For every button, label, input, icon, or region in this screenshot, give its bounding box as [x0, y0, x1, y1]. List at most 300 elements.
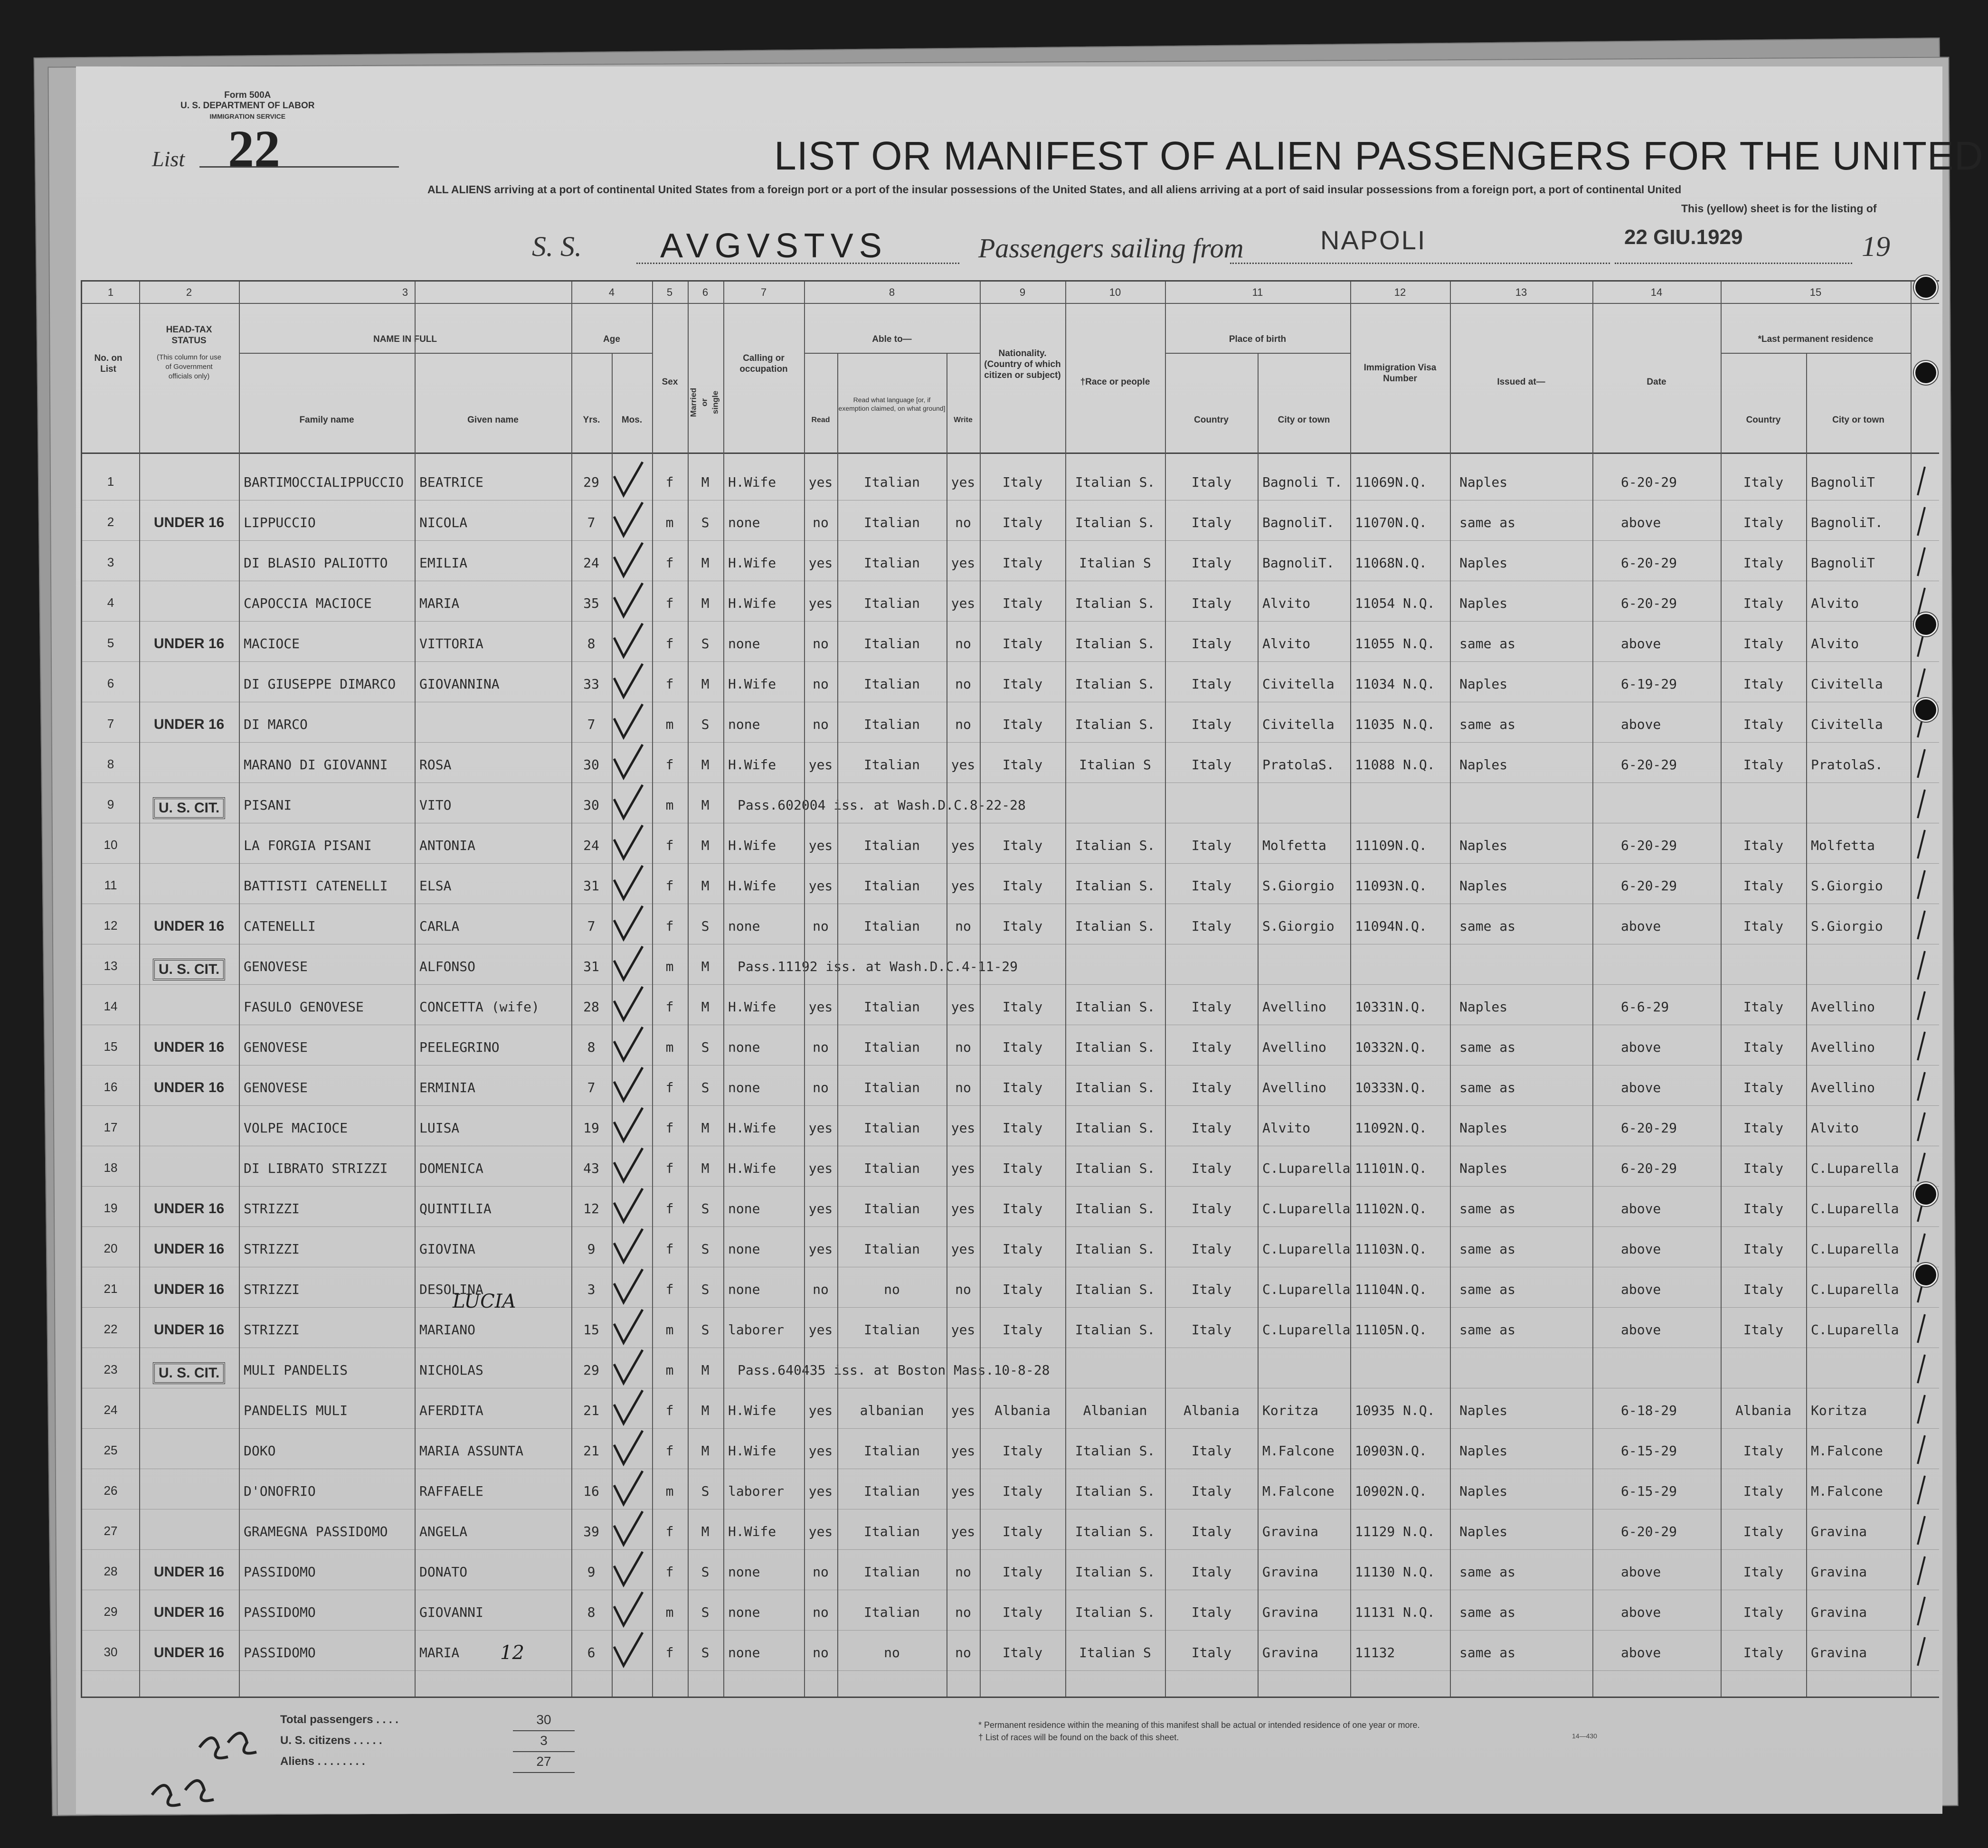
given-name: MARIANO	[419, 1322, 476, 1338]
marital-status: S	[701, 1282, 710, 1297]
sex: f	[665, 1524, 674, 1539]
can-read: yes	[808, 474, 833, 490]
visa-number: 11104N.Q.	[1355, 1282, 1427, 1297]
handwritten-number: 12	[500, 1642, 524, 1664]
column-number: 8	[889, 286, 895, 298]
row-number: 11	[104, 878, 117, 892]
marital-status: M	[701, 1443, 710, 1459]
sex: f	[665, 474, 674, 490]
binder-hole	[1914, 1182, 1938, 1206]
footnote-races: † List of races will be found on the back of this sheet.	[978, 1733, 1179, 1742]
race: Italian S.	[1075, 1120, 1155, 1136]
nationality: Italy	[1002, 1120, 1043, 1136]
birth-country: Italy	[1191, 1483, 1232, 1499]
column-rule	[1450, 282, 1451, 1697]
given-name: ANTONIA	[419, 838, 476, 853]
occupation: none	[728, 918, 760, 934]
issue-date: 6-18-29	[1621, 1403, 1677, 1418]
sex: m	[665, 717, 674, 732]
header-read-language: Read what language [or, if exemption claimed, on what ground]	[838, 396, 946, 412]
can-read: yes	[808, 757, 833, 773]
issued-at: same as	[1459, 1241, 1516, 1257]
header-res-country: Country	[1746, 415, 1781, 425]
nationality: Italy	[1002, 999, 1043, 1015]
sex: f	[665, 757, 674, 773]
family-name: VOLPE MACIOCE	[244, 1120, 348, 1136]
birth-city: C.Luparella	[1262, 1282, 1351, 1297]
residence-country: Italy	[1743, 717, 1784, 732]
residence-country: Italy	[1743, 515, 1784, 530]
birth-country: Italy	[1191, 1080, 1232, 1095]
column-rule	[239, 282, 240, 1697]
can-write: yes	[951, 595, 975, 611]
visa-number: 10333N.Q.	[1355, 1080, 1427, 1095]
can-write: yes	[951, 999, 975, 1015]
header-no-on-list: No. on List	[94, 353, 123, 374]
residence-country: Italy	[1743, 918, 1784, 934]
read-language: Italian	[863, 1039, 920, 1055]
sex: f	[665, 636, 674, 651]
race: Italian S.	[1075, 1443, 1155, 1459]
residence-city: Civitella	[1811, 717, 1883, 732]
residence-country: Italy	[1743, 555, 1784, 571]
given-name: NICHOLAS	[419, 1362, 483, 1378]
marital-status: M	[701, 474, 710, 490]
can-read: yes	[808, 838, 833, 853]
issue-date: 6-20-29	[1621, 474, 1677, 490]
sex: f	[665, 1645, 674, 1660]
visa-number: 11103N.Q.	[1355, 1241, 1427, 1257]
occupation: none	[728, 1282, 760, 1297]
can-write: yes	[951, 1241, 975, 1257]
visa-number: 11102N.Q.	[1355, 1201, 1427, 1216]
column-rule	[804, 282, 805, 1697]
can-read: no	[813, 717, 829, 732]
family-name: STRIZZI	[244, 1322, 300, 1338]
residence-city: Alvito	[1811, 1120, 1859, 1136]
row-number: 3	[107, 555, 114, 569]
sex: f	[665, 918, 674, 934]
birth-country: Italy	[1191, 595, 1232, 611]
issued-at: same as	[1459, 1080, 1516, 1095]
table-row	[82, 583, 1939, 622]
marital-status: S	[701, 1080, 710, 1095]
header-mos: Mos.	[621, 415, 643, 425]
age-years: 31	[583, 878, 599, 894]
can-read: yes	[808, 595, 833, 611]
issue-date: 6-15-29	[1621, 1443, 1677, 1459]
visa-number: 11132	[1355, 1645, 1395, 1660]
issued-at: same as	[1459, 918, 1516, 934]
issue-date: 6-6-29	[1621, 999, 1669, 1015]
occupation: none	[728, 1201, 760, 1216]
residence-country: Italy	[1743, 878, 1784, 894]
birth-city: Civitella	[1262, 717, 1335, 732]
occupation: H.Wife	[728, 1403, 776, 1418]
occupation: none	[728, 1645, 760, 1660]
visa-number: 11131 N.Q.	[1355, 1604, 1435, 1620]
can-write: yes	[951, 1322, 975, 1338]
can-read: no	[813, 1645, 829, 1660]
birth-city: M.Falcone	[1262, 1443, 1335, 1459]
read-language: Italian	[863, 717, 920, 732]
table-row	[82, 946, 1939, 985]
birth-city: Gravina	[1262, 1524, 1319, 1539]
header-visa: Immigration Visa Number	[1363, 363, 1437, 384]
marital-status: M	[701, 757, 710, 773]
birth-city: Gravina	[1262, 1645, 1319, 1660]
residence-country: Italy	[1743, 1645, 1784, 1660]
passport-note: Pass.640435 iss. at Boston Mass.10-8-28	[738, 1362, 1050, 1378]
nationality: Italy	[1002, 1080, 1043, 1095]
header-family-name: Family name	[299, 415, 354, 425]
residence-country: Italy	[1743, 1080, 1784, 1095]
age-years: 8	[587, 1604, 596, 1620]
read-language: Italian	[863, 595, 920, 611]
race: Italian S.	[1075, 474, 1155, 490]
sex: f	[665, 999, 674, 1015]
birth-city: Koritza	[1262, 1403, 1319, 1418]
can-write: yes	[951, 1120, 975, 1136]
issue-date: above	[1621, 636, 1661, 651]
occupation: none	[728, 636, 760, 651]
column-number: 11	[1252, 286, 1263, 298]
marital-status: M	[701, 1403, 710, 1418]
can-write: no	[955, 1282, 971, 1297]
column-rule	[1065, 282, 1066, 1697]
birth-country: Italy	[1191, 999, 1232, 1015]
head-tax-status: U. S. CIT.	[153, 959, 225, 981]
row-number: 24	[104, 1403, 118, 1417]
marital-status: S	[701, 1483, 710, 1499]
birth-city: M.Falcone	[1262, 1483, 1335, 1499]
can-write: yes	[951, 1160, 975, 1176]
given-name: GIOVANNINA	[419, 676, 500, 692]
table-row	[82, 543, 1939, 581]
residence-city: BagnoliT	[1811, 474, 1875, 490]
header-calling: Calling or occupation	[739, 353, 788, 374]
read-language: Italian	[863, 1524, 920, 1539]
table-row	[82, 1188, 1939, 1227]
issue-date: above	[1621, 1282, 1661, 1297]
issue-date: 6-20-29	[1621, 757, 1677, 773]
visa-number: 11129 N.Q.	[1355, 1524, 1435, 1539]
can-write: yes	[951, 878, 975, 894]
table-row	[82, 1511, 1939, 1550]
can-read: no	[813, 1564, 829, 1580]
given-name: DONATO	[419, 1564, 468, 1580]
given-name: MARIA ASSUNTA	[419, 1443, 524, 1459]
can-write: no	[955, 1039, 971, 1055]
birth-city: Alvito	[1262, 1120, 1311, 1136]
occupation: H.Wife	[728, 595, 776, 611]
race: Italian S.	[1075, 878, 1155, 894]
departure-port: NAPOLI	[1320, 225, 1427, 255]
residence-city: Civitella	[1811, 676, 1883, 692]
issue-date: 6-20-29	[1621, 838, 1677, 853]
marital-status: M	[701, 1524, 710, 1539]
visa-number: 10331N.Q.	[1355, 999, 1427, 1015]
nationality: Italy	[1002, 1564, 1043, 1580]
marital-status: S	[701, 1241, 710, 1257]
column-number: 7	[760, 286, 767, 298]
race: Italian S.	[1075, 515, 1155, 530]
issued-at: same as	[1459, 1645, 1516, 1660]
given-name: VITTORIA	[419, 636, 483, 651]
race: Italian S.	[1075, 918, 1155, 934]
residence-country: Italy	[1743, 1322, 1784, 1338]
birth-city: BagnoliT.	[1262, 515, 1335, 530]
nationality: Italy	[1002, 1241, 1043, 1257]
nationality: Italy	[1002, 1282, 1043, 1297]
race: Italian S	[1079, 555, 1151, 571]
total-passengers-value: 30	[513, 1709, 575, 1731]
can-write: yes	[951, 1443, 975, 1459]
sex: m	[665, 1604, 674, 1620]
sex: f	[665, 1080, 674, 1095]
can-read: yes	[808, 1201, 833, 1216]
given-name: ALFONSO	[419, 959, 476, 974]
can-read: no	[813, 1282, 829, 1297]
read-language: Italian	[863, 1604, 920, 1620]
column-rule	[1721, 282, 1722, 1697]
residence-city: Avellino	[1811, 999, 1875, 1015]
residence-country: Italy	[1743, 1201, 1784, 1216]
birth-city: C.Luparella	[1262, 1322, 1351, 1338]
nationality: Italy	[1002, 1039, 1043, 1055]
row-number: 17	[104, 1120, 118, 1134]
race: Italian S.	[1075, 1160, 1155, 1176]
family-name: DI BLASIO PALIOTTO	[244, 555, 388, 571]
column-number: 10	[1109, 286, 1121, 298]
list-number: 22	[228, 120, 280, 178]
column-number: 12	[1394, 286, 1406, 298]
family-name: DOKO	[244, 1443, 276, 1459]
residence-city: C.Luparella	[1811, 1282, 1899, 1297]
visa-number: 11092N.Q.	[1355, 1120, 1427, 1136]
read-language: Italian	[863, 999, 920, 1015]
read-language: Italian	[863, 1201, 920, 1216]
sex: f	[665, 595, 674, 611]
row-number: 6	[107, 676, 114, 690]
can-write: no	[955, 1604, 971, 1620]
header-write: Write	[954, 416, 973, 424]
sex: m	[665, 1039, 674, 1055]
race: Albanian	[1083, 1403, 1147, 1418]
table-row	[82, 1350, 1939, 1388]
residence-city: C.Luparella	[1811, 1241, 1899, 1257]
given-name: BEATRICE	[419, 474, 483, 490]
passport-note: Pass.602004 iss. at Wash.D.C.8-22-28	[738, 797, 1026, 813]
residence-city: Alvito	[1811, 595, 1859, 611]
head-tax-status: UNDER 16	[153, 1564, 225, 1580]
table-row	[82, 1471, 1939, 1509]
can-write: no	[955, 1564, 971, 1580]
residence-country: Italy	[1743, 1564, 1784, 1580]
birth-city: PratolaS.	[1262, 757, 1335, 773]
row-number: 22	[104, 1322, 118, 1336]
issue-date: above	[1621, 1604, 1661, 1620]
issued-at: Naples	[1459, 595, 1508, 611]
head-tax-status: UNDER 16	[153, 1039, 225, 1055]
binder-hole	[1914, 698, 1938, 722]
residence-country: Italy	[1743, 1443, 1784, 1459]
age-years: 43	[583, 1160, 599, 1176]
occupation: none	[728, 1039, 760, 1055]
race: Italian S.	[1075, 1604, 1155, 1620]
total-citizens-value: 3	[513, 1730, 575, 1752]
residence-country: Italy	[1743, 636, 1784, 651]
residence-country: Italy	[1743, 1524, 1784, 1539]
nationality: Italy	[1002, 595, 1043, 611]
residence-country: Italy	[1743, 1241, 1784, 1257]
table-row	[82, 1390, 1939, 1429]
column-number: 1	[107, 286, 114, 298]
head-tax-status: UNDER 16	[153, 918, 225, 934]
row-number: 7	[107, 717, 114, 731]
header-birth-country: Country	[1194, 415, 1229, 425]
can-write: no	[955, 676, 971, 692]
sex: f	[665, 1201, 674, 1216]
occupation: H.Wife	[728, 1524, 776, 1539]
issue-date: 6-20-29	[1621, 1524, 1677, 1539]
family-name: MARANO DI GIOVANNI	[244, 757, 388, 773]
head-tax-status: UNDER 16	[153, 1645, 225, 1660]
age-years: 28	[583, 999, 599, 1015]
birth-city: Avellino	[1262, 1039, 1326, 1055]
sex: m	[665, 1362, 674, 1378]
visa-number: 11105N.Q.	[1355, 1322, 1427, 1338]
family-name: GENOVESE	[244, 959, 308, 974]
header-divider	[1721, 353, 1911, 354]
column-number: 9	[1019, 286, 1026, 298]
visa-number: 11068N.Q.	[1355, 555, 1427, 571]
read-language: Italian	[863, 1483, 920, 1499]
read-language: Italian	[863, 555, 920, 571]
header-divider	[239, 353, 571, 354]
age-years: 30	[583, 797, 599, 813]
residence-city: M.Falcone	[1811, 1483, 1883, 1499]
visa-number: 11035 N.Q.	[1355, 717, 1435, 732]
given-name: LUISA	[419, 1120, 460, 1136]
marital-status: M	[701, 1362, 710, 1378]
race: Italian S	[1079, 757, 1151, 773]
issued-at: same as	[1459, 717, 1516, 732]
can-read: yes	[808, 878, 833, 894]
service: IMMIGRATION SERVICE	[209, 113, 286, 120]
issued-at: same as	[1459, 1039, 1516, 1055]
sailing-line	[76, 226, 1942, 268]
given-name: ANGELA	[419, 1524, 468, 1539]
visa-number: 11054 N.Q.	[1355, 595, 1435, 611]
total-aliens-value: 27	[513, 1751, 575, 1773]
head-tax-status: UNDER 16	[153, 636, 225, 651]
issued-at: same as	[1459, 515, 1516, 530]
birth-country: Italy	[1191, 838, 1232, 853]
row-number: 27	[104, 1524, 118, 1538]
header-place-of-birth: Place of birth	[1229, 334, 1287, 344]
column-rule	[723, 282, 724, 1697]
age-years: 7	[587, 717, 596, 732]
marital-status: M	[701, 999, 710, 1015]
row-number: 20	[104, 1241, 118, 1255]
issued-at: Naples	[1459, 1483, 1508, 1499]
issued-at: Naples	[1459, 878, 1508, 894]
sex: f	[665, 1282, 674, 1297]
passport-note: Pass.11192 iss. at Wash.D.C.4-11-29	[738, 959, 1018, 974]
age-years: 24	[583, 838, 599, 853]
birth-country: Italy	[1191, 676, 1232, 692]
marital-status: M	[701, 676, 710, 692]
birth-city: Avellino	[1262, 1080, 1326, 1095]
age-years: 8	[587, 636, 596, 651]
row-number: 15	[104, 1039, 118, 1054]
residence-city: Avellino	[1811, 1080, 1875, 1095]
issue-date: above	[1621, 918, 1661, 934]
visa-number: 11094N.Q.	[1355, 918, 1427, 934]
nationality: Italy	[1002, 636, 1043, 651]
can-write: yes	[951, 1403, 975, 1418]
year-label: 19	[1862, 231, 1890, 262]
family-name: LA FORGIA PISANI	[244, 838, 372, 853]
family-name: LIPPUCCIO	[244, 515, 316, 530]
residence-country: Italy	[1743, 1483, 1784, 1499]
race: Italian S.	[1075, 1080, 1155, 1095]
column-rule	[571, 282, 572, 1697]
read-language: no	[884, 1645, 900, 1660]
birth-country: Italy	[1191, 1160, 1232, 1176]
age-years: 6	[587, 1645, 596, 1660]
family-name: PANDELIS MULI	[244, 1403, 348, 1418]
issue-date: above	[1621, 1564, 1661, 1580]
issue-date: above	[1621, 1201, 1661, 1216]
column-number: 6	[702, 286, 709, 298]
row-number: 16	[104, 1080, 118, 1094]
row-number: 14	[104, 999, 118, 1013]
visa-number: 11055 N.Q.	[1355, 636, 1435, 651]
occupation: H.Wife	[728, 878, 776, 894]
issued-at: Naples	[1459, 838, 1508, 853]
can-write: no	[955, 636, 971, 651]
table-row	[82, 1431, 1939, 1469]
marital-status: S	[701, 1322, 710, 1338]
ship-underline	[636, 263, 959, 264]
issued-at: Naples	[1459, 999, 1508, 1015]
residence-city: Molfetta	[1811, 838, 1875, 853]
row-number: 21	[104, 1282, 118, 1296]
sex: m	[665, 959, 674, 974]
issue-date: above	[1621, 1080, 1661, 1095]
nationality: Italy	[1002, 1201, 1043, 1216]
marital-status: S	[701, 918, 710, 934]
total-aliens: Aliens . . . . . . . . 27	[280, 1751, 589, 1772]
age-years: 21	[583, 1403, 599, 1418]
family-name: DI MARCO	[244, 717, 308, 732]
column-rule	[980, 282, 981, 1697]
row-number: 1	[107, 474, 114, 489]
marital-status: M	[701, 595, 710, 611]
total-citizens-label: U. S. citizens	[280, 1734, 351, 1747]
port-underline	[1230, 263, 1610, 264]
visa-number: 10903N.Q.	[1355, 1443, 1427, 1459]
residence-city: PratolaS.	[1811, 757, 1883, 773]
marital-status: M	[701, 878, 710, 894]
family-name: FASULO GENOVESE	[244, 999, 364, 1015]
can-write: yes	[951, 1201, 975, 1216]
age-years: 16	[583, 1483, 599, 1499]
table-row	[82, 866, 1939, 904]
footnotes	[978, 1719, 1420, 1744]
